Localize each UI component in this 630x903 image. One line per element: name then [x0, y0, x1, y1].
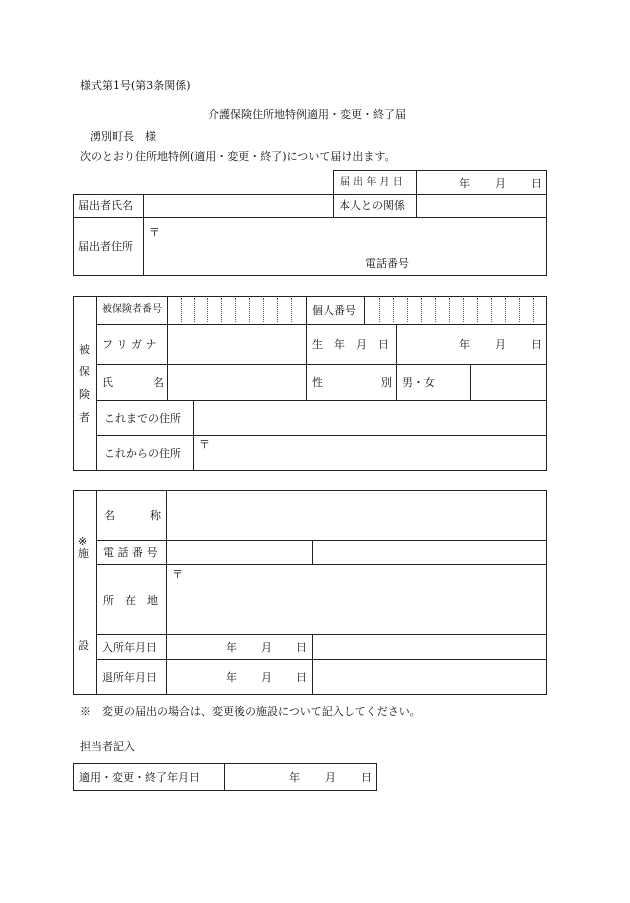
individual-number-field[interactable] — [366, 298, 545, 322]
staff-month: 月 — [325, 771, 336, 784]
discharge-day: 日 — [296, 671, 307, 684]
admission-date-label: 入所年月日 — [102, 641, 157, 654]
notifier-address-label: 届出者住所 — [78, 240, 133, 253]
staff-day: 日 — [361, 771, 372, 784]
insured-number-field[interactable] — [169, 298, 304, 322]
previous-address-field[interactable] — [195, 402, 545, 433]
facility-note: ※ 変更の届出の場合は、変更後の施設について記入してください。 — [80, 705, 421, 718]
facility-phone-field[interactable] — [168, 542, 310, 562]
facility-name-label-1: 名 — [104, 509, 115, 522]
facility-side-char-2: 設 — [78, 639, 89, 652]
facility-side-mark: ※ — [78, 535, 88, 548]
staff-date-label: 適用・変更・終了年月日 — [79, 771, 200, 784]
staff-year: 年 — [289, 771, 300, 784]
facility-name-label-2: 称 — [150, 509, 161, 522]
facility-location-label: 所 在 地 — [103, 594, 158, 607]
admission-day: 日 — [296, 641, 307, 654]
insured-side-char-2: 保 — [79, 365, 90, 378]
new-address-postal-mark: 〒 — [199, 438, 210, 451]
staff-heading: 担当者記入 — [80, 740, 135, 753]
notify-month: 月 — [495, 177, 506, 190]
insured-side-char-3: 険 — [79, 388, 90, 401]
notifier-name-field[interactable] — [145, 196, 331, 215]
individual-number-label: 個人番号 — [312, 304, 356, 317]
furigana-label: フ リ ガ ナ — [102, 338, 157, 351]
form-number: 様式第1号(第3条関係) — [80, 79, 191, 92]
phone-label: 電話番号 — [365, 257, 409, 270]
sex-label-1: 性 — [312, 376, 323, 389]
facility-name-field[interactable] — [168, 492, 545, 538]
insured-name-field[interactable] — [169, 366, 304, 398]
birth-year: 年 — [459, 338, 470, 351]
facility-location-field[interactable] — [168, 566, 545, 632]
discharge-date-label: 退所年月日 — [102, 671, 157, 684]
insured-name-label-1: 氏 — [102, 376, 113, 389]
discharge-year: 年 — [226, 671, 237, 684]
admission-month: 月 — [261, 641, 272, 654]
facility-phone-label: 電 話 番 号 — [103, 546, 158, 559]
birth-month: 月 — [495, 338, 506, 351]
previous-address-label: これまでの住所 — [104, 412, 181, 425]
notify-date-label: 届 出 年 月 日 — [340, 177, 403, 188]
insured-side-char-4: 者 — [79, 411, 90, 424]
notifier-address-field[interactable] — [145, 219, 545, 274]
insured-side-char-1: 被 — [79, 343, 90, 356]
addressee: 湧別町長 様 — [90, 130, 156, 143]
discharge-month: 月 — [261, 671, 272, 684]
notifier-name-label: 届出者氏名 — [78, 199, 133, 212]
relation-field[interactable] — [418, 196, 545, 215]
intro-text: 次のとおり住所地特例(適用・変更・終了)について届け出ます。 — [80, 150, 396, 163]
facility-side-char-1: 施 — [78, 547, 89, 560]
insured-name-label-2: 名 — [153, 376, 164, 389]
furigana-field[interactable] — [169, 326, 304, 362]
new-address-label: これからの住所 — [104, 447, 181, 460]
insured-number-label: 被保険者番号 — [102, 304, 162, 315]
relation-label: 本人との関係 — [339, 199, 405, 212]
new-address-field[interactable] — [195, 437, 545, 469]
birth-day: 日 — [531, 338, 542, 351]
admission-year: 年 — [226, 641, 237, 654]
facility-postal-mark: 〒 — [172, 568, 183, 581]
sex-label-2: 別 — [381, 376, 392, 389]
notify-year: 年 — [459, 177, 470, 190]
sex-options[interactable]: 男・女 — [402, 376, 435, 389]
form-title: 介護保険住所地特例適用・変更・終了届 — [208, 108, 406, 121]
notify-day: 日 — [531, 177, 542, 190]
postal-mark: 〒 — [149, 226, 160, 239]
birthdate-label: 生 年 月 日 — [312, 338, 389, 351]
